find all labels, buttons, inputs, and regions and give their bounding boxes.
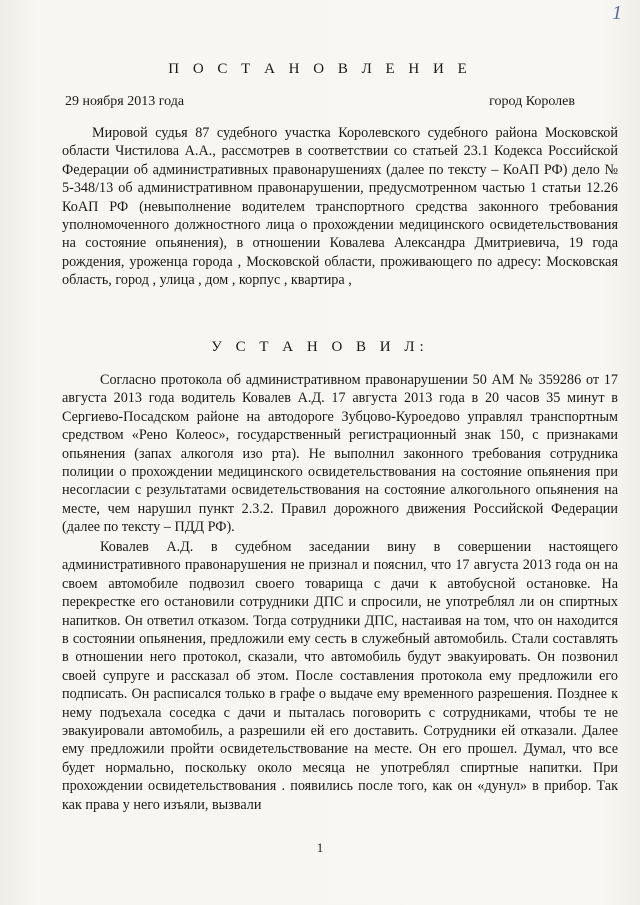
body-section-2 — [62, 538, 618, 814]
document-date: 29 ноября 2013 года — [65, 94, 185, 109]
intro-paragraph: Мировой судья 87 судебного участка Королевского судебного района Московской области Чистилова А.А., рассмотрев в соответствии со статьей 23.1 Кодекса Российской Федерации об административных правонарушениях (далее по тексту – КоАП РФ) дело № 5-348/13 об административном правонарушении, предусмотренном частью 1 статьи 12.26 КоАП РФ (невыполнение водителем транспортного средства законного требования уполномоченного должностного лица о прохождении медицинского освидетельствования на состояние опьянения), в отношении Ковалева Александра Дмитриевича, 19 года рождения, уроженца города , Московской области, проживающего по адресу: Московская область, город , улица , дом , корпус , квартира , — [62, 125, 618, 289]
body-paragraph-2: Ковалев А.Д. в судебном заседании вину в совершении настоящего административного правонарушения не признал и пояснил, что 17 августа 2013 года он на своем автомобиле подвозил своего товарища с дачи к автобусной остановке. На перекрестке его остановили сотрудники ДПС и спросили, не употреблял ли он спиртных напитков. Он ответил отказом. Тогда сотрудники ДПС, настаивая на том, что он находится в состоянии опьянения, предложили ему сесть в служебный автомобиль. Стали составлять в отношении него протокол, сказали, что автомобиль будут эвакуировать. Он позвонил своей супруге и рассказал об этом. После составления протокола ему предложили его подписать. Он расписался только в графе о выдаче ему временного разрешения. Позднее к нему подъехала соседка с дачи и пыталась поговорить с сотрудниками, чтобы те не эвакуировали автомобиль, а разрешили ей его доставить. Сотрудники ей отказали. Далее ему предложили пройти освидетельствование на месте. Он его прошел. Думал, что все будет нормально, поскольку около месяца не употреблял спиртные напитки. При прохождении освидетельствования . появились после того, как он «дунул» в прибор. Так как права у него изъяли, вызвали — [62, 539, 618, 813]
document-city: город Королев — [489, 94, 575, 109]
handwritten-page-number: 1 — [612, 2, 622, 24]
body-paragraph-1: Согласно протокола об административном правонарушении 50 АМ № 359286 от 17 августа 2013 года водитель Ковалев А.Д. 17 августа 2013 года в 20 часов 35 минут в Сергиево-Посадском районе на автодороге Зубцово-Куроедово управлял транспортным средством «Рено Колеос», государственный регистрационный знак 150, с признаками опьянения (запах алкоголя изо рта). Не выполнил законного требования сотрудника полиции о прохождении медицинского освидетельствования на состояние опьянения при несогласии с результатами освидетельствования на состояние алкогольного опьянения на месте, чем нарушил пункт 2.3.2. Правил дорожного движения Российской Федерации (далее по тексту – ПДД РФ). — [62, 372, 618, 536]
page-number: 1 — [316, 840, 324, 855]
section-title: У С Т А Н О В И Л: — [211, 339, 429, 355]
document-title: П О С Т А Н О В Л Е Н И Е — [168, 61, 472, 77]
intro-section — [62, 124, 618, 290]
body-section-1 — [62, 371, 618, 537]
document-header — [65, 94, 575, 110]
